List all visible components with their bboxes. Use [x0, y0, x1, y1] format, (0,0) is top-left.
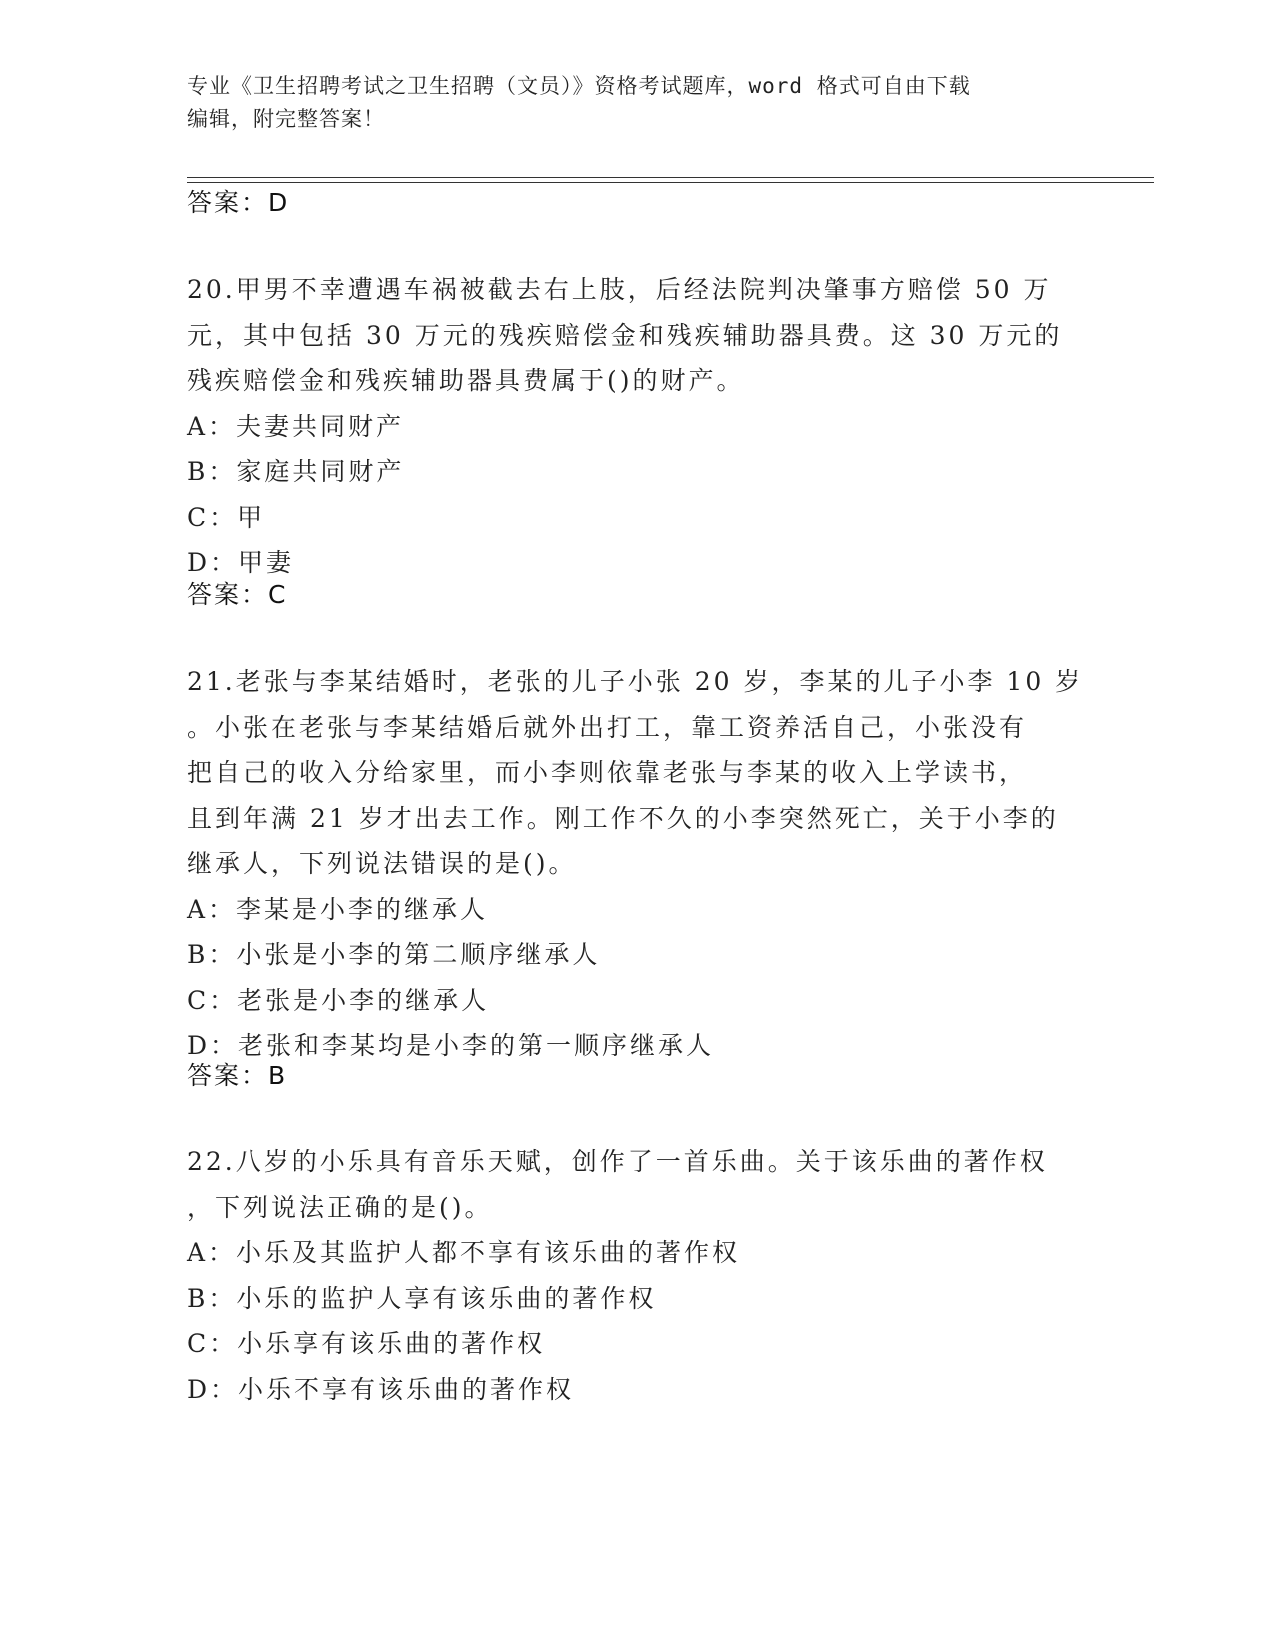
- option-c: C：甲: [187, 502, 266, 532]
- question-line: 20.甲男不幸遭遇车祸被截去右上肢，后经法院判决肇事方赔偿 50 万: [187, 275, 1052, 304]
- option-a: A：小乐及其监护人都不享有该乐曲的著作权: [187, 1238, 741, 1267]
- document-header: [187, 70, 1087, 136]
- header-line-2: 编辑，附完整答案！: [187, 107, 385, 131]
- option-b: B：小张是小李的第二顺序继承人: [187, 940, 601, 969]
- option-d: D：甲妻: [187, 548, 295, 577]
- option-a: A：夫妻共同财产: [187, 411, 405, 441]
- answer-21: 答案：B: [187, 1061, 288, 1090]
- option-b: B：家庭共同财产: [187, 457, 405, 486]
- header-divider-bottom: [187, 182, 1154, 183]
- question-20: [187, 267, 1087, 586]
- previous-answer: 答案：D: [187, 188, 290, 217]
- question-stem: [187, 267, 1087, 404]
- option-b: B：小乐的监护人享有该乐曲的著作权: [187, 1283, 657, 1313]
- question-line: 元，其中包括 30 万元的残疾赔偿金和残疾辅助器具费。这 30 万元的: [187, 320, 1063, 350]
- question-line: 21.老张与李某结婚时，老张的儿子小张 20 岁，李某的儿子小李 10 岁: [187, 667, 1084, 696]
- question-line: 继承人，下列说法错误的是()。: [187, 849, 577, 878]
- header-divider-top: [187, 177, 1154, 178]
- option-a: A：李某是小李的继承人: [187, 894, 489, 924]
- question-stem: [187, 1139, 1087, 1230]
- question-stem: [187, 659, 1087, 887]
- answer-20: 答案：C: [187, 580, 288, 609]
- question-21: [187, 659, 1087, 1069]
- option-c: C：小乐享有该乐曲的著作权: [187, 1329, 546, 1358]
- question-line: ，下列说法正确的是()。: [187, 1192, 493, 1222]
- option-c: C：老张是小李的继承人: [187, 985, 490, 1015]
- question-line: 22.八岁的小乐具有音乐天赋，创作了一首乐曲。关于该乐曲的著作权: [187, 1147, 1048, 1176]
- header-line-1: 专业《卫生招聘考试之卫生招聘（文员）》资格考试题库，word 格式可自由下载: [187, 74, 971, 98]
- question-line: 残疾赔偿金和残疾辅助器具费属于()的财产。: [187, 366, 745, 395]
- option-d: D：小乐不享有该乐曲的著作权: [187, 1374, 575, 1404]
- question-line: 。小张在老张与李某结婚后就外出打工，靠工资养活自己，小张没有: [187, 712, 1028, 742]
- question-line: 且到年满 21 岁才出去工作。刚工作不久的小李突然死亡，关于小李的: [187, 803, 1059, 833]
- option-d: D：老张和李某均是小李的第一顺序继承人: [187, 1031, 715, 1060]
- question-22: [187, 1139, 1087, 1412]
- question-line: 把自己的收入分给家里，而小李则依靠老张与李某的收入上学读书，: [187, 758, 1028, 787]
